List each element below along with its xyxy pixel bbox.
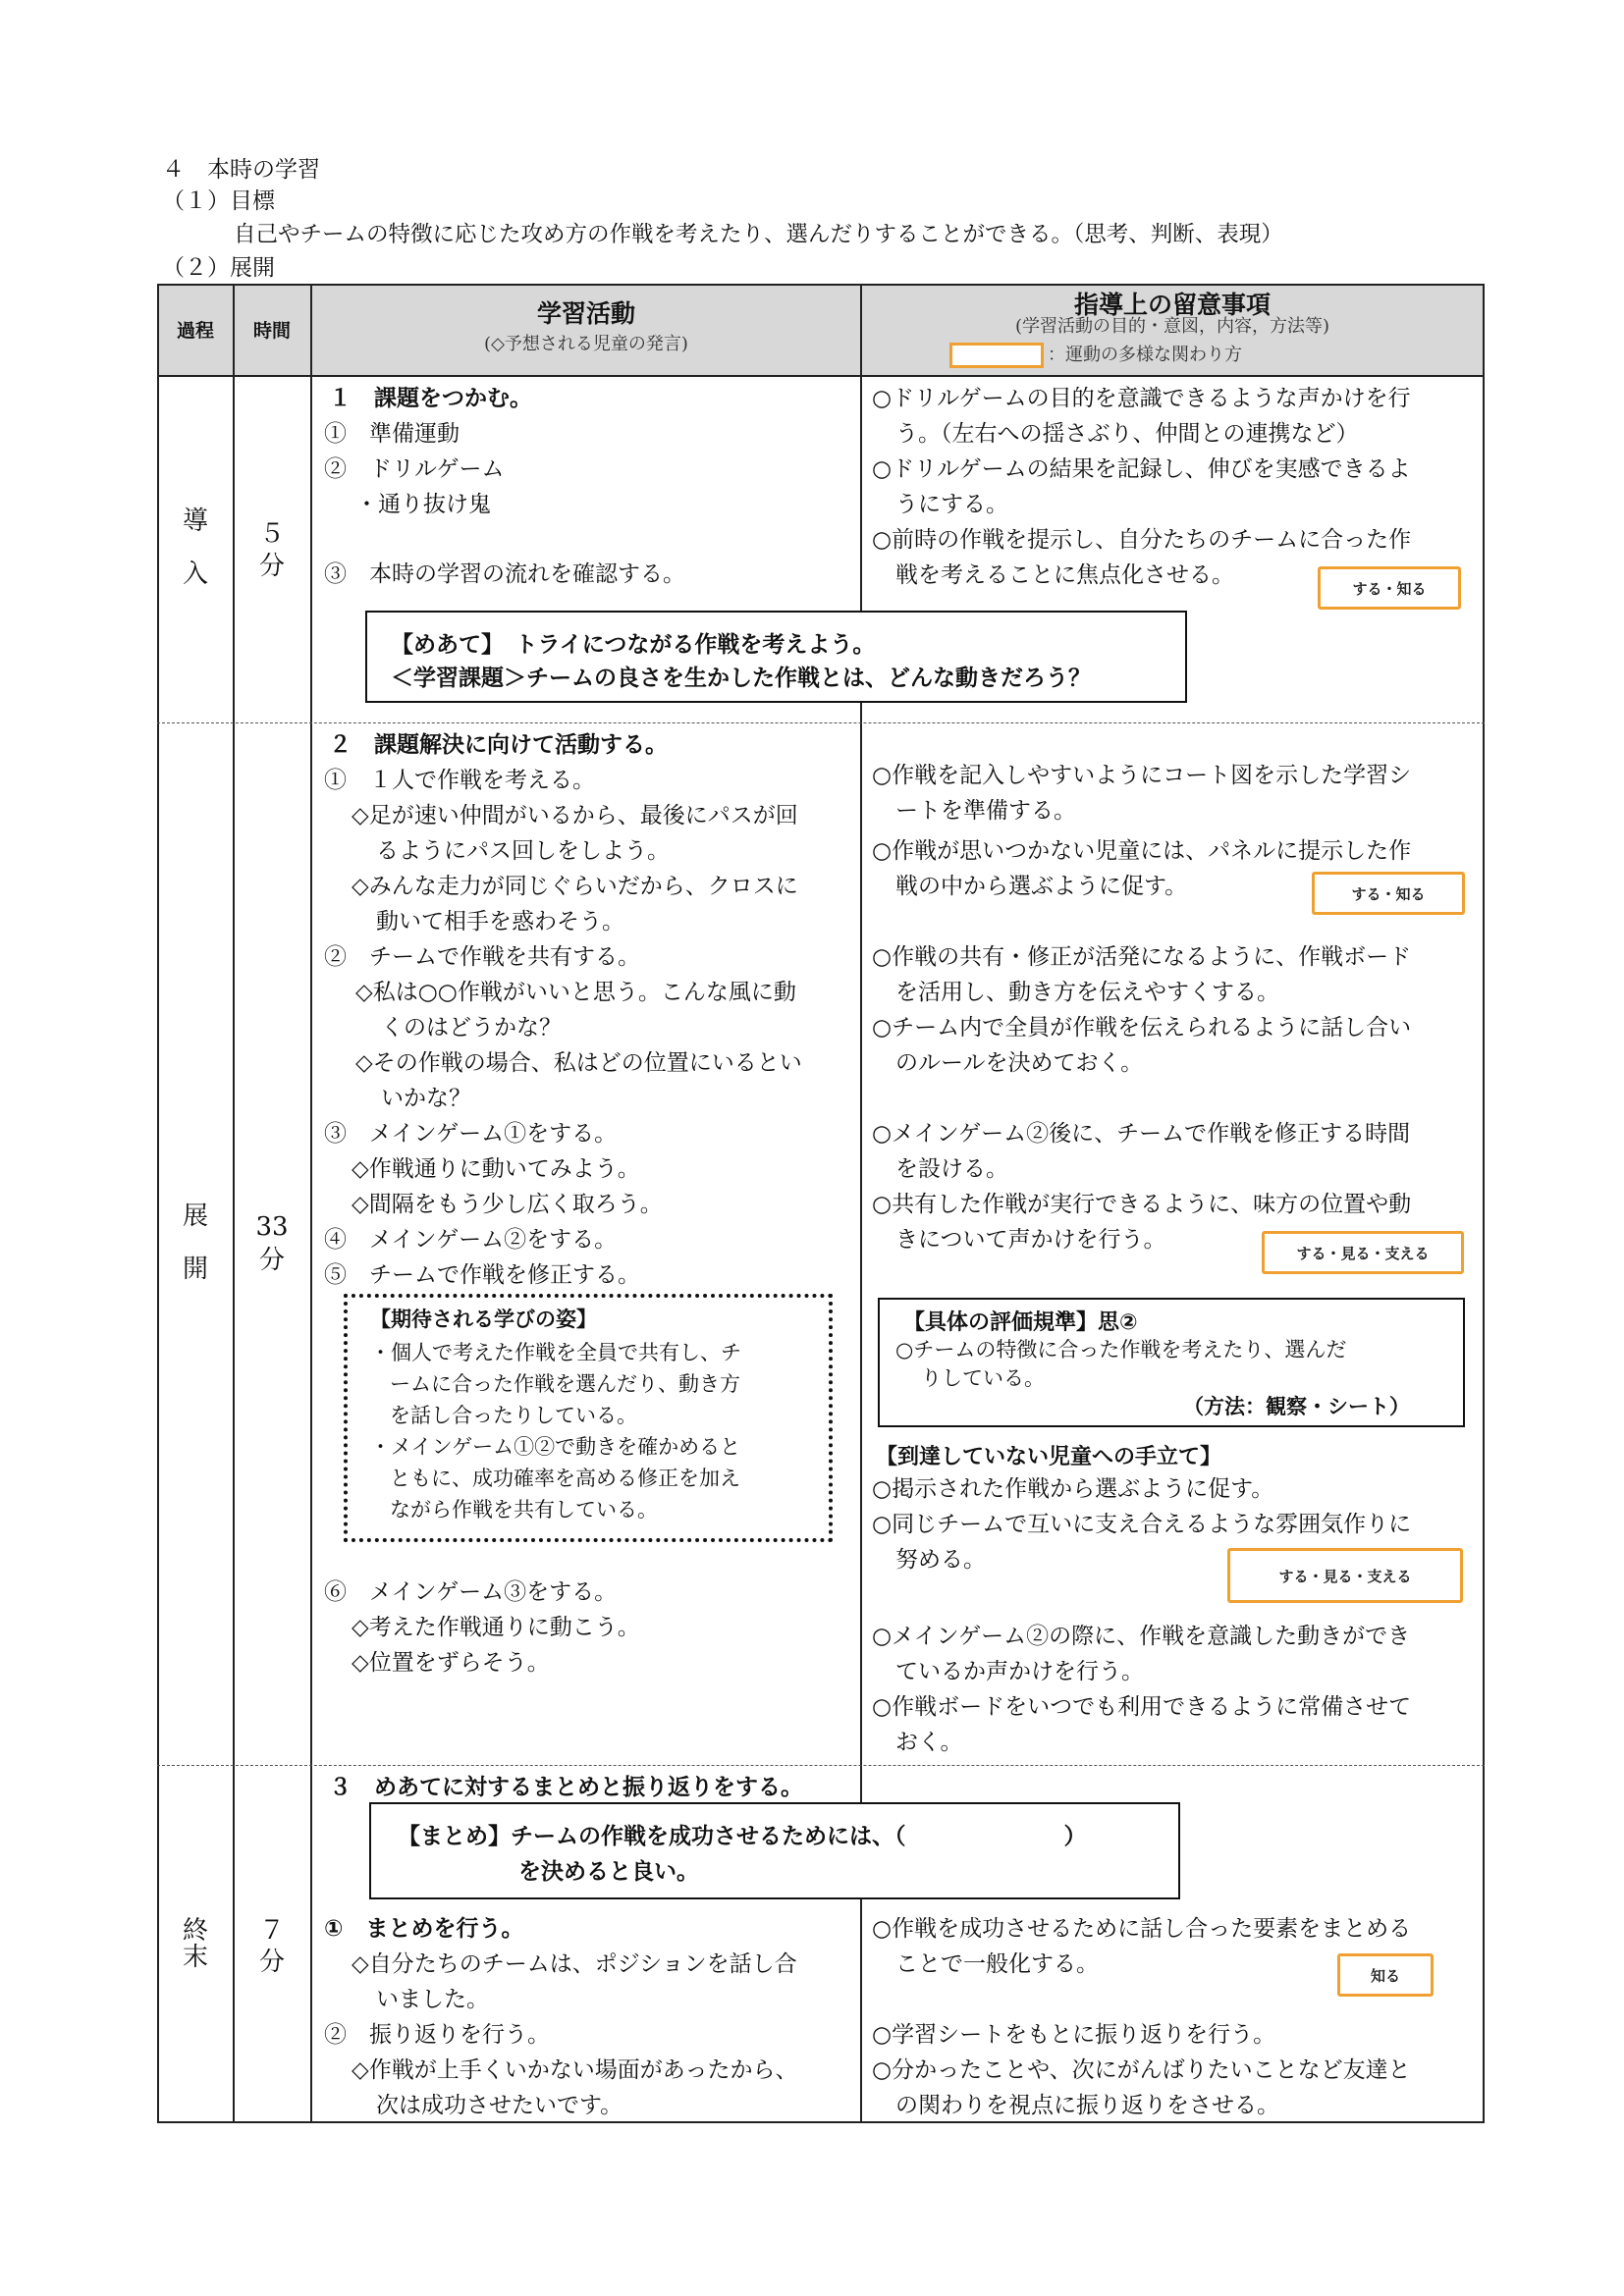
intro-activity-3: ② ドリルゲーム (324, 456, 505, 482)
develop-activity-4: るようにパス回しをしよう。 (376, 838, 670, 864)
develop-note-6: を活用し、動き方を伝えやすくする。 (895, 980, 1279, 1005)
develop-note-4: 戦の中から選ぶように促す。 (895, 874, 1188, 899)
eval-line-2: りしている。 (921, 1366, 1045, 1390)
header-activity-title: 学習活動 (536, 299, 635, 328)
intro-activity-4: ・通り抜け鬼 (355, 492, 491, 517)
expected-line-2: ームに合った作戦を選んだり、動き方 (390, 1372, 740, 1396)
end-activity-1: ① まとめを行う。 (324, 1916, 524, 1942)
develop-activity-18: ◇考えた作戦通りに動こう。 (352, 1615, 640, 1640)
end-tag: 知る (1337, 1953, 1434, 1997)
intro-note-4: うにする。 (895, 492, 1008, 517)
summary-box (369, 1802, 1180, 1899)
intro-time-unit: 分 (258, 552, 285, 581)
develop-activity-12: ③ メインゲーム①をする。 (324, 1121, 618, 1147)
end-note-4: ○分かったことや、次にがんばりたいことなど友達と (872, 2057, 1411, 2083)
develop-activity-2: ① １人で作戦を考える。 (324, 768, 595, 793)
support-line-2: ○同じチームで互いに支え合えるような雰囲気作りに (872, 1512, 1412, 1537)
develop-activity-3: ◇足が速い仲間がいるから、最後にパスが回 (352, 803, 798, 828)
aim-line-2: ＜学習課題＞チームの良さを生かした作戦とは、どんな動きだろう？ (391, 666, 1091, 691)
intro-stage-1: 導 (182, 507, 208, 536)
develop-note-11: ○共有した作戦が実行できるように、味方の位置や動 (872, 1192, 1412, 1217)
develop-note-5: ○作戦の共有・修正が活発になるように、作戦ボード (872, 944, 1412, 970)
header-process: 過程 (176, 320, 214, 342)
legend-text: ：運動の多様な関わり方 (1048, 345, 1242, 365)
legend-swatch (949, 343, 1044, 368)
intro-stage-2: 入 (182, 560, 208, 589)
develop-activity-9: くのはどうかな？ (381, 1015, 562, 1041)
develop-activity-11: いかな？ (381, 1086, 471, 1111)
develop-tag-2: する・見る・支える (1262, 1231, 1464, 1274)
develop-activity-15: ④ メインゲーム②をする。 (324, 1227, 618, 1253)
support-line-3: 努める。 (895, 1547, 986, 1573)
develop-activity-6: 動いて相手を惑わそう。 (376, 909, 624, 934)
develop-activity-14: ◇間隔をもう少し広く取ろう。 (352, 1192, 663, 1217)
goal-text: 自己やチームの特徴に応じた攻め方の作戦を考えたり、選んだりすることができる。（思考、判断、表現） (234, 222, 1283, 247)
develop-activity-13: ◇作戦通りに動いてみよう。 (352, 1156, 640, 1182)
eval-method: （方法：観察・シート） (1183, 1395, 1410, 1418)
intro-note-3: ○ドリルゲームの結果を記録し、伸びを実感できるよ (872, 456, 1411, 482)
end-activity-5: ◇作戦が上手くいかない場面があったから、 (352, 2057, 798, 2083)
develop-activity-10: ◇その作戦の場合、私はどの位置にいるとい (355, 1050, 802, 1076)
develop-note-9: ○メインゲーム②後に、チームで作戦を修正する時間 (872, 1121, 1411, 1147)
end-time-unit: 分 (258, 1948, 285, 1977)
end-activity-4: ② 振り返りを行う。 (324, 2022, 550, 2048)
develop-activity-5: ◇みんな走力が同じぐらいだから、クロスに (352, 874, 798, 899)
end-stage-2: 末 (182, 1943, 208, 1972)
intro-time-num: ５ (258, 519, 285, 549)
develop-activity-8: ◇私は○○作戦がいいと思う。こんな風に動 (355, 980, 796, 1005)
intro-note-1: ○ドリルゲームの目的を意識できるような声かけを行 (872, 386, 1411, 411)
develop-time-unit: 分 (258, 1246, 285, 1275)
develop-note-8: のルールを決めておく。 (895, 1050, 1144, 1076)
intro-note-5: ○前時の作戦を提示し、自分たちのチームに合った作 (872, 527, 1412, 553)
develop-note-12: きについて声かけを行う。 (895, 1227, 1166, 1253)
intro-activity-5: ③ 本時の学習の流れを確認する。 (324, 561, 685, 587)
expected-title: 【期待される学びの姿】 (370, 1308, 597, 1331)
end-note-3: ○学習シートをもとに振り返りを行う。 (872, 2022, 1276, 2048)
expected-line-4: ・メインゲーム①②で動きを確かめると (370, 1435, 741, 1459)
header-time: 時間 (252, 320, 291, 342)
develop-note-2: ートを準備する。 (895, 798, 1076, 824)
header-activity-sub: (◇予想される児童の発言) (484, 334, 688, 354)
goal-label: （１）目標 (162, 188, 275, 214)
expected-line-3: を話し合ったりしている。 (390, 1404, 637, 1427)
support-line-1: ○掲示された作戦から選ぶように促す。 (872, 1476, 1274, 1502)
develop-activity-16: ⑤ チームで作戦を修正する。 (324, 1262, 640, 1288)
aim-line-1: 【めあて】 トライにつながる作戦を考えよう。 (391, 632, 876, 658)
develop-activity-1: ２ 課題解決に向けて活動する。 (329, 732, 668, 758)
support-title: 【到達していない児童への手立て】 (876, 1445, 1222, 1469)
end-activity-6: 次は成功させたいです。 (376, 2093, 623, 2118)
develop-note-10: を設ける。 (895, 1156, 1008, 1182)
develop-tag-1: する・知る (1312, 872, 1465, 915)
end-note-5: の関わりを視点に振り返りをさせる。 (895, 2093, 1279, 2118)
develop-activity-17: ⑥ メインゲーム③をする。 (324, 1579, 618, 1605)
develop-tag-3: する・見る・支える (1227, 1548, 1463, 1603)
develop-note-1: ○作戦を記入しやすいようにコート図を示した学習シ (872, 763, 1412, 788)
develop-note-16: おく。 (895, 1730, 963, 1755)
expected-line-1: ・個人で考えた作戦を全員で共有し、チ (370, 1341, 741, 1364)
expected-line-6: ながら作戦を共有している。 (390, 1498, 658, 1522)
intro-note-2: う。（左右への揺さぶり、仲間との連携など） (895, 421, 1359, 447)
end-note-1: ○作戦を成功させるために話し合った要素をまとめる (872, 1916, 1412, 1942)
end-note-2: ことで一般化する。 (895, 1951, 1099, 1977)
develop-note-3: ○作戦が思いつかない児童には、パネルに提示した作 (872, 838, 1412, 864)
intro-tag: する・知る (1318, 566, 1461, 610)
develop-stage-2: 開 (182, 1255, 208, 1284)
develop-note-7: ○チーム内で全員が作戦を伝えられるように話し合い (872, 1015, 1412, 1041)
intro-activity-2: ① 準備運動 (324, 421, 460, 447)
summary-line-2: を決めると良い。 (518, 1859, 699, 1885)
develop-stage-1: 展 (182, 1201, 208, 1231)
flow-label: （２）展開 (162, 255, 275, 281)
eval-line-1: ○チームの特徴に合った作戦を考えたり、選んだ (895, 1338, 1347, 1362)
header-notes-sub: (学習活動の目的・意図，内容，方法等) (1014, 316, 1330, 337)
develop-note-15: ○作戦ボードをいつでも利用できるように常備させて (872, 1694, 1412, 1720)
intro-note-6: 戦を考えることに焦点化させる。 (895, 562, 1234, 588)
develop-activity-7: ② チームで作戦を共有する。 (324, 944, 640, 970)
intro-activity-1: １ 課題をつかむ。 (329, 386, 532, 411)
end-activity-2: ◇自分たちのチームは、ポジションを話し合 (352, 1951, 797, 1977)
end-time-num: ７ (258, 1916, 285, 1946)
develop-activity-19: ◇位置をずらそう。 (352, 1650, 550, 1676)
develop-time-num: 33 (255, 1212, 289, 1242)
summary-line-1: 【まとめ】チームの作戦を成功させるためには、（ ） (398, 1824, 1087, 1849)
end-activity-3: いました。 (376, 1987, 489, 2012)
develop-note-14: ているか声かけを行う。 (895, 1659, 1144, 1684)
eval-title: 【具体の評価規準】思② (903, 1310, 1138, 1335)
end-stage-1: 終 (182, 1916, 208, 1946)
header-notes-title: 指導上の留意事項 (1073, 291, 1271, 319)
section-heading: ４ 本時の学習 (162, 157, 320, 183)
develop-note-13: ○メインゲーム②の際に、作戦を意識した動きができ (872, 1624, 1411, 1649)
expected-line-5: ともに、成功確率を高める修正を加え (390, 1467, 740, 1490)
end-step: ３ めあてに対するまとめと振り返りをする。 (329, 1775, 803, 1800)
